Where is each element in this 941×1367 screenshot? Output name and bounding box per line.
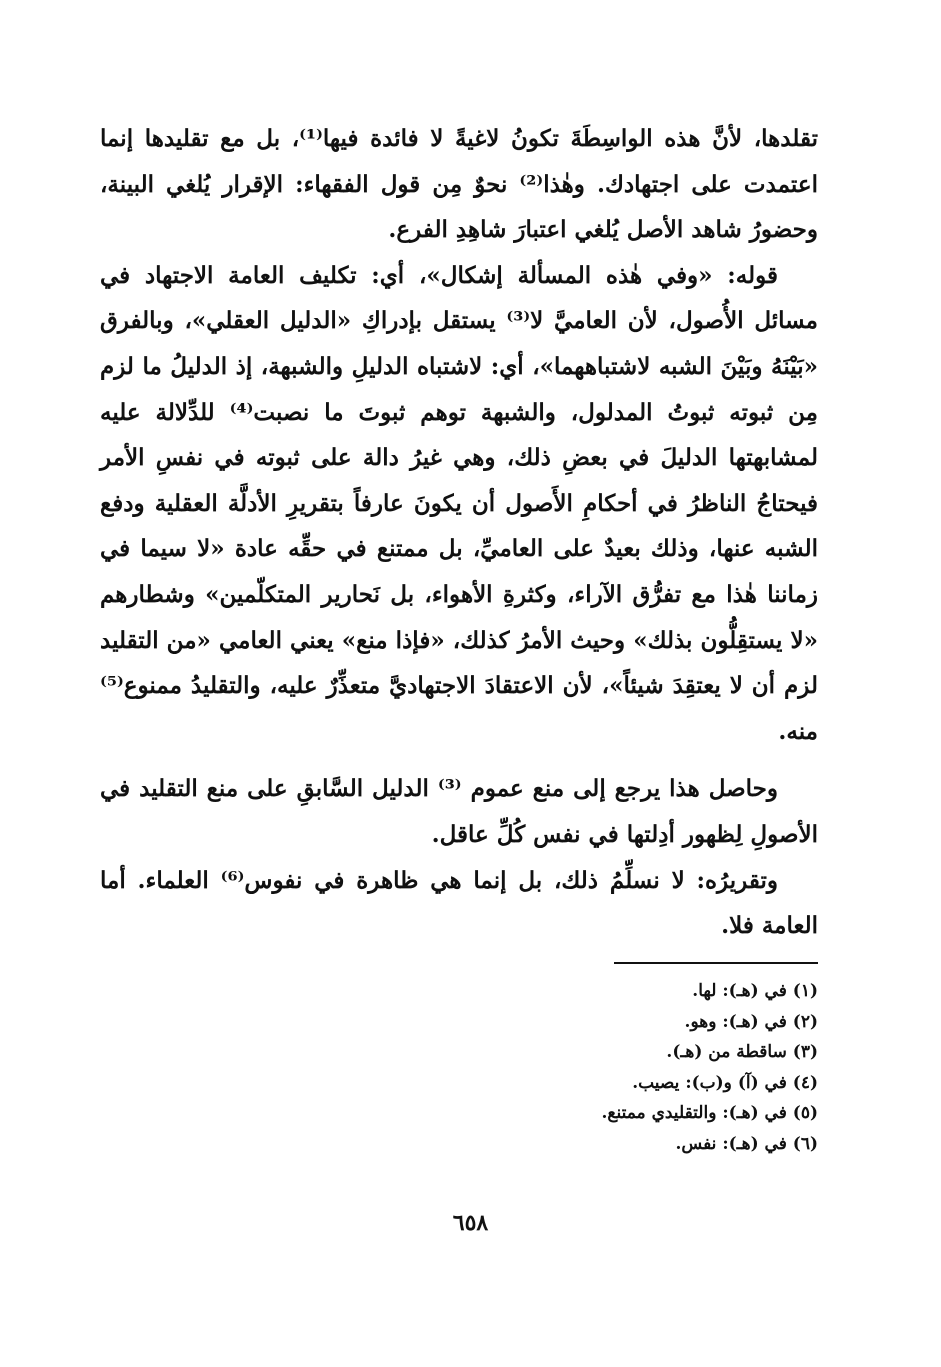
footnote-separator xyxy=(614,962,818,964)
text-line: «بَيْنَهُ وبَيْنَ الشبه لاشتباههما»، أي: لاشتباه الدليلِ والشبهة، إذ الدليلُ ما لزم xyxy=(100,352,818,380)
page-number: ٦٥٨ xyxy=(452,1210,489,1236)
text-line: اعتمدت على اجتهادك. وهٰذا⁽²⁾ نحوٌ مِن قول الفقهاء: الإقرار يُلغي البينة، xyxy=(100,170,818,198)
paragraph-gap xyxy=(100,754,818,766)
text-line: الأصولِ لِظهور أدِلتها في نفس كُلِّ عاقل. xyxy=(431,820,818,848)
footnote: (١) في (هـ): لها. xyxy=(692,981,818,1001)
text-line: فيحتاجُ الناظرُ في أحكامِ الأَصول أن يكونَ عارفاً بتقريرِ الأدلَّة العقلية ودفع xyxy=(100,489,818,517)
text-line: «لا يستقِلُّون بذلك» وحيث الأمرُ كذلك، «فإذا منع» يعني العامي «من التقليد xyxy=(100,626,818,654)
text-line: مسائل الأُصول، لأن العاميَّ لا⁽³⁾ يستقل بإدراكِ «الدليل العقلي»، وبالفرق xyxy=(100,307,818,335)
footnote: (٤) في (آ) و(ب): يصيب. xyxy=(632,1072,818,1093)
text-line: تقلدها، لأنَّ هذه الواسِطَةَ تكونُ لاغيةً لا فائدة فيها⁽¹⁾، بل مع تقليدها إنما xyxy=(100,125,818,152)
text-line: قوله: «وفي هٰذه المسألة إشكال»، أي: تكليف العامة الاجتهاد في xyxy=(100,261,778,289)
text-line: الشبه عنها، وذلك بعيدٌ على العاميِّ، بل ممتنع في حقِّه عادة «لا سيما في xyxy=(100,535,818,563)
text-line: لمشابهتها الدليلَ في بعضِ ذلك، وهي غيرُ دالة على ثبوته في نفسِ الأمر xyxy=(100,444,818,472)
main-text xyxy=(100,116,818,949)
text-line: زماننا هٰذا مع تفرُّق الآراء، وكثرةِ الأهواء، بل نَحارير المتكلّمين» وشطارهم xyxy=(100,580,818,608)
footnote: (٣) ساقطة من (هـ). xyxy=(666,1042,818,1063)
text-line: مِن ثبوته ثبوتُ المدلول، والشبهة توهم ثبوتَ ما نصبت⁽⁴⁾ للدِّلالة عليه xyxy=(100,398,818,426)
text-line: لزم أن لا يعتقِدَ شيئاً»، لأن الاعتقادَ الاجتهاديَّ متعذِّرٌ عليه، والتقليدُ ممنوع⁽⁵⁾ xyxy=(100,672,818,700)
text-line: وحاصل هذا يرجع إلى منع عموم ⁽³⁾ الدليل السَّابقِ على منع التقليد في xyxy=(100,775,778,803)
text-line: منه. xyxy=(778,717,818,745)
footnote: (٦) في (هـ): نفس. xyxy=(675,1133,818,1154)
text-line: وحضورُ شاهد الأصل يُلغي اعتبارَ شاهِدِ الفرع. xyxy=(388,216,818,244)
text-line: العامة فلا. xyxy=(721,912,818,940)
footnote: (٢) في (هـ): وهو. xyxy=(684,1011,818,1032)
footnotes xyxy=(458,976,818,1160)
text-line: وتقريرُه: لا نسلِّمُ ذلك، بل إنما هي ظاهرة في نفوس⁽⁶⁾ العلماء. أما xyxy=(100,866,778,894)
footnote: (٥) في (هـ): والتقليدي ممتنع. xyxy=(601,1103,818,1124)
